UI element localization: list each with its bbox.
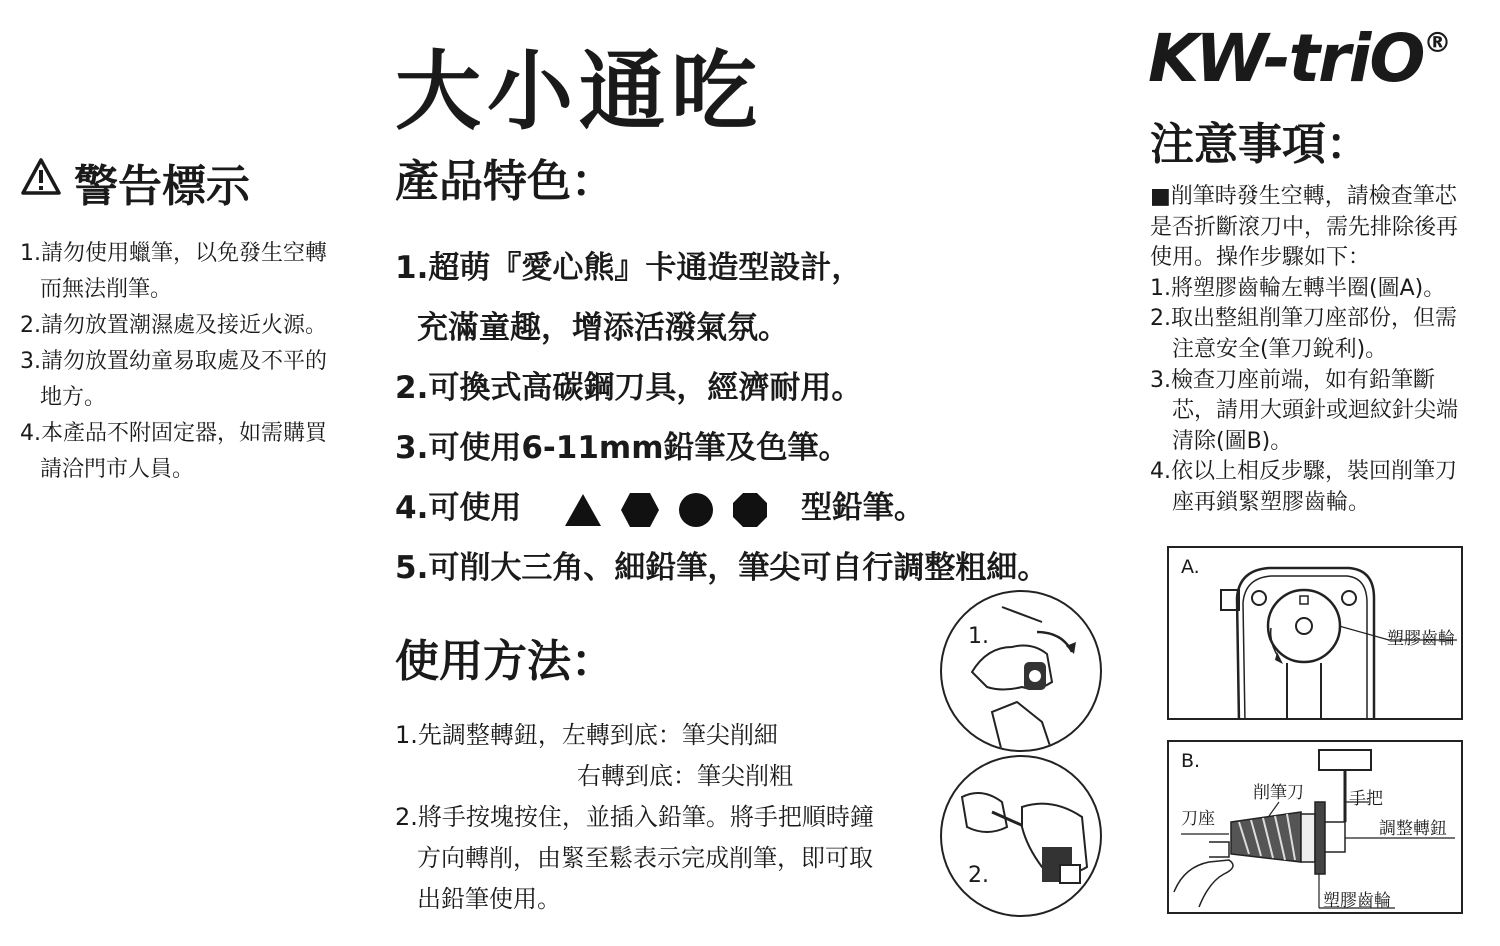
feature-text: 4.可使用 xyxy=(395,490,522,526)
callout-label: 手把 xyxy=(1349,789,1383,809)
figure-a xyxy=(1167,546,1463,720)
list-item: 2.將手按塊按住，並插入鉛筆。將手把順時鐘 xyxy=(395,803,874,831)
callout-label: 刀座 xyxy=(1181,809,1215,829)
list-item: ■削筆時發生空轉，請檢查筆芯 xyxy=(1150,184,1457,209)
list-item: 芯，請用大頭針或迴紋針尖端 xyxy=(1172,398,1459,424)
list-item: 5.可削大三角、細鉛筆，筆尖可自行調整粗細。 xyxy=(395,550,1049,586)
list-item: 座再鎖緊塑膠齒輪。 xyxy=(1172,489,1371,515)
list-item: 地方。 xyxy=(40,385,107,410)
usage-steps xyxy=(395,715,874,920)
list-item: 注意安全(筆刀銳利)。 xyxy=(1172,336,1388,362)
list-item: 1.將塑膠齒輪左轉半圈(圖A)。 xyxy=(1150,275,1446,301)
list-item: 出鉛筆使用。 xyxy=(417,885,561,913)
hand-sharpening-icon xyxy=(942,757,1100,915)
notice-list xyxy=(1150,182,1490,519)
hexagon-icon xyxy=(620,491,660,529)
list-item: 使用。操作步驟如下： xyxy=(1150,245,1371,271)
features-list xyxy=(395,238,1048,598)
list-item: 3.檢查刀座前端，如有鉛筆斷 xyxy=(1150,367,1435,393)
list-item: 2.請勿放置潮濕處及接近火源。 xyxy=(20,313,327,338)
octagon-icon xyxy=(731,491,769,529)
circle-icon xyxy=(677,491,715,529)
list-item: 右轉到底：筆尖削粗 xyxy=(577,762,793,790)
list-item: 4.本產品不附固定器，如需購買 xyxy=(20,421,327,446)
warning-list xyxy=(20,236,370,488)
illustration-number: 1. xyxy=(968,624,989,649)
notice-heading: 注意事項： xyxy=(1150,119,1370,170)
callout-label: 塑膠齒輪 xyxy=(1387,629,1455,649)
usage-illustration-1 xyxy=(940,590,1102,752)
hand-turning-knob-icon xyxy=(942,592,1100,750)
callout-label: 塑膠齒輪 xyxy=(1323,891,1391,911)
list-item: 充滿童趣，增添活潑氣氛。 xyxy=(417,310,789,346)
list-item: 是否折斷滾刀中，需先排除後再 xyxy=(1150,214,1459,240)
list-item: 3.請勿放置幼童易取處及不平的 xyxy=(20,349,327,374)
list-item: 而無法削筆。 xyxy=(40,277,173,302)
callout-label: 削筆刀 xyxy=(1253,783,1304,803)
feature-text: 型鉛筆。 xyxy=(800,490,925,526)
list-item: 清除(圖B)。 xyxy=(1172,428,1293,454)
brand-logo xyxy=(1148,20,1449,97)
list-item: 2.可換式高碳鋼刀具，經濟耐用。 xyxy=(395,370,863,406)
warning-heading xyxy=(20,150,250,214)
callout-label: 調整轉鈕 xyxy=(1379,819,1447,839)
figure-label: A. xyxy=(1181,556,1200,578)
list-item: 1.超萌『愛心熊』卡通造型設計， xyxy=(395,250,863,286)
figure-label: B. xyxy=(1181,750,1201,772)
warning-title: 警告標示 xyxy=(74,161,250,212)
triangle-icon xyxy=(563,492,603,528)
features-heading: 產品特色： xyxy=(395,156,615,207)
usage-illustration-2 xyxy=(940,755,1102,917)
list-item xyxy=(395,478,1048,538)
illustration-number: 2. xyxy=(968,863,989,888)
product-name: 大小通吃 xyxy=(395,42,763,142)
list-item: 1.先調整轉鈕，左轉到底：筆尖削細 xyxy=(395,721,778,749)
usage-heading: 使用方法： xyxy=(395,636,615,687)
figure-b xyxy=(1167,740,1463,914)
list-item: 4.依以上相反步驟，裝回削筆刀 xyxy=(1150,459,1457,485)
list-item: 方向轉削，由緊至鬆表示完成削筆，即可取 xyxy=(417,844,873,872)
list-item: 1.請勿使用蠟筆，以免發生空轉 xyxy=(20,241,327,266)
registered-mark: ® xyxy=(1423,26,1450,59)
logo-text: KW-triO xyxy=(1148,20,1424,97)
list-item: 2.取出整組削筆刀座部份，但需 xyxy=(1150,306,1457,332)
list-item: 3.可使用6-11mm鉛筆及色筆。 xyxy=(395,430,850,466)
warning-triangle-icon xyxy=(20,157,62,208)
list-item: 請洽門市人員。 xyxy=(40,457,195,482)
